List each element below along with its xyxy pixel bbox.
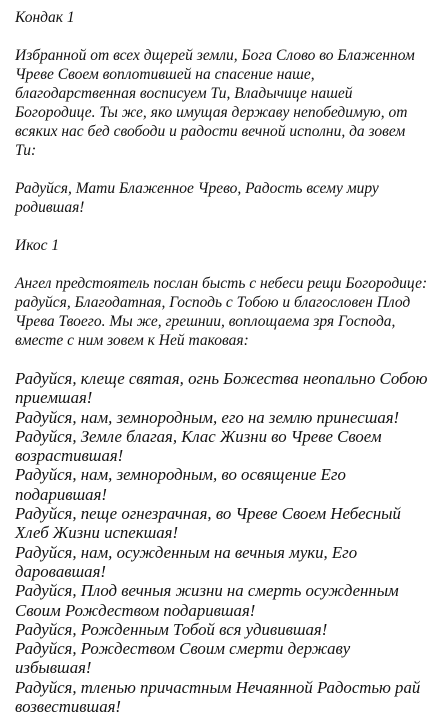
chairetismos-line: Радуйся, пеще огнезрачная, во Чреве Своем Небесный Хлеб Жизни испекшая! (15, 504, 401, 543)
kontakion-text: Избранной от всех дщерей земли, Бога Слово во Блаженном Чреве Своем воплотившей на спасение наше, благодарственная восписуем Ти, Владычице нашей Богородице. Ты же, яко имущая державу непобедимую, от всяких нас бед свободи и радости вечной исполни, да зовем Ти: (15, 47, 415, 159)
chairetismos-line: Радуйся, тленью причастным Нечаянной Радостью рай возвестившая! (15, 677, 421, 716)
ikos-text: Ангел предстоятель послан бысть с небеси рещи Богородице: радуйся, Благодатная, Господь с Тобою и благословен Плод Чрева Твоего. Мы же, грешнии, воплощаема зря Господа, вместе с ним зовем к Ней таковая: (15, 275, 428, 349)
chairetismoi-list (15, 369, 430, 716)
chairetismos-line: Радуйся, клеще святая, огнь Божества неопально Собою приемшая! (15, 369, 428, 408)
chairetismos-line: Радуйся, Рождеством Своим смерти державу избывшая! (15, 639, 351, 678)
ikos-heading: Икос 1 (15, 237, 60, 254)
akathist-page (15, 8, 430, 716)
kontakion-refrain: Радуйся, Мати Блаженное Чрево, Радость всему миру родившая! (15, 180, 379, 216)
chairetismos-line: Радуйся, Земле благая, Клас Жизни во Чреве Своем возрастившая! (15, 426, 382, 466)
chairetismos-line: Радуйся, нам, земнородным, его на землю принесшая! (15, 407, 400, 427)
chairetismos-line: Радуйся, нам, земнородным, во освящение Его подарившая! (15, 465, 346, 504)
chairetismos-line: Радуйся, Плод вечныя жизни на смерть осужденным Своим Рождеством подарившая! (15, 581, 399, 620)
chairetismos-line: Радуйся, Рожденным Тобой вся удивившая! (15, 619, 328, 639)
kontakion-heading: Кондак 1 (15, 9, 75, 26)
chairetismos-line: Радуйся, нам, осужденным на вечныя муки, Его даровавшая! (15, 542, 358, 581)
